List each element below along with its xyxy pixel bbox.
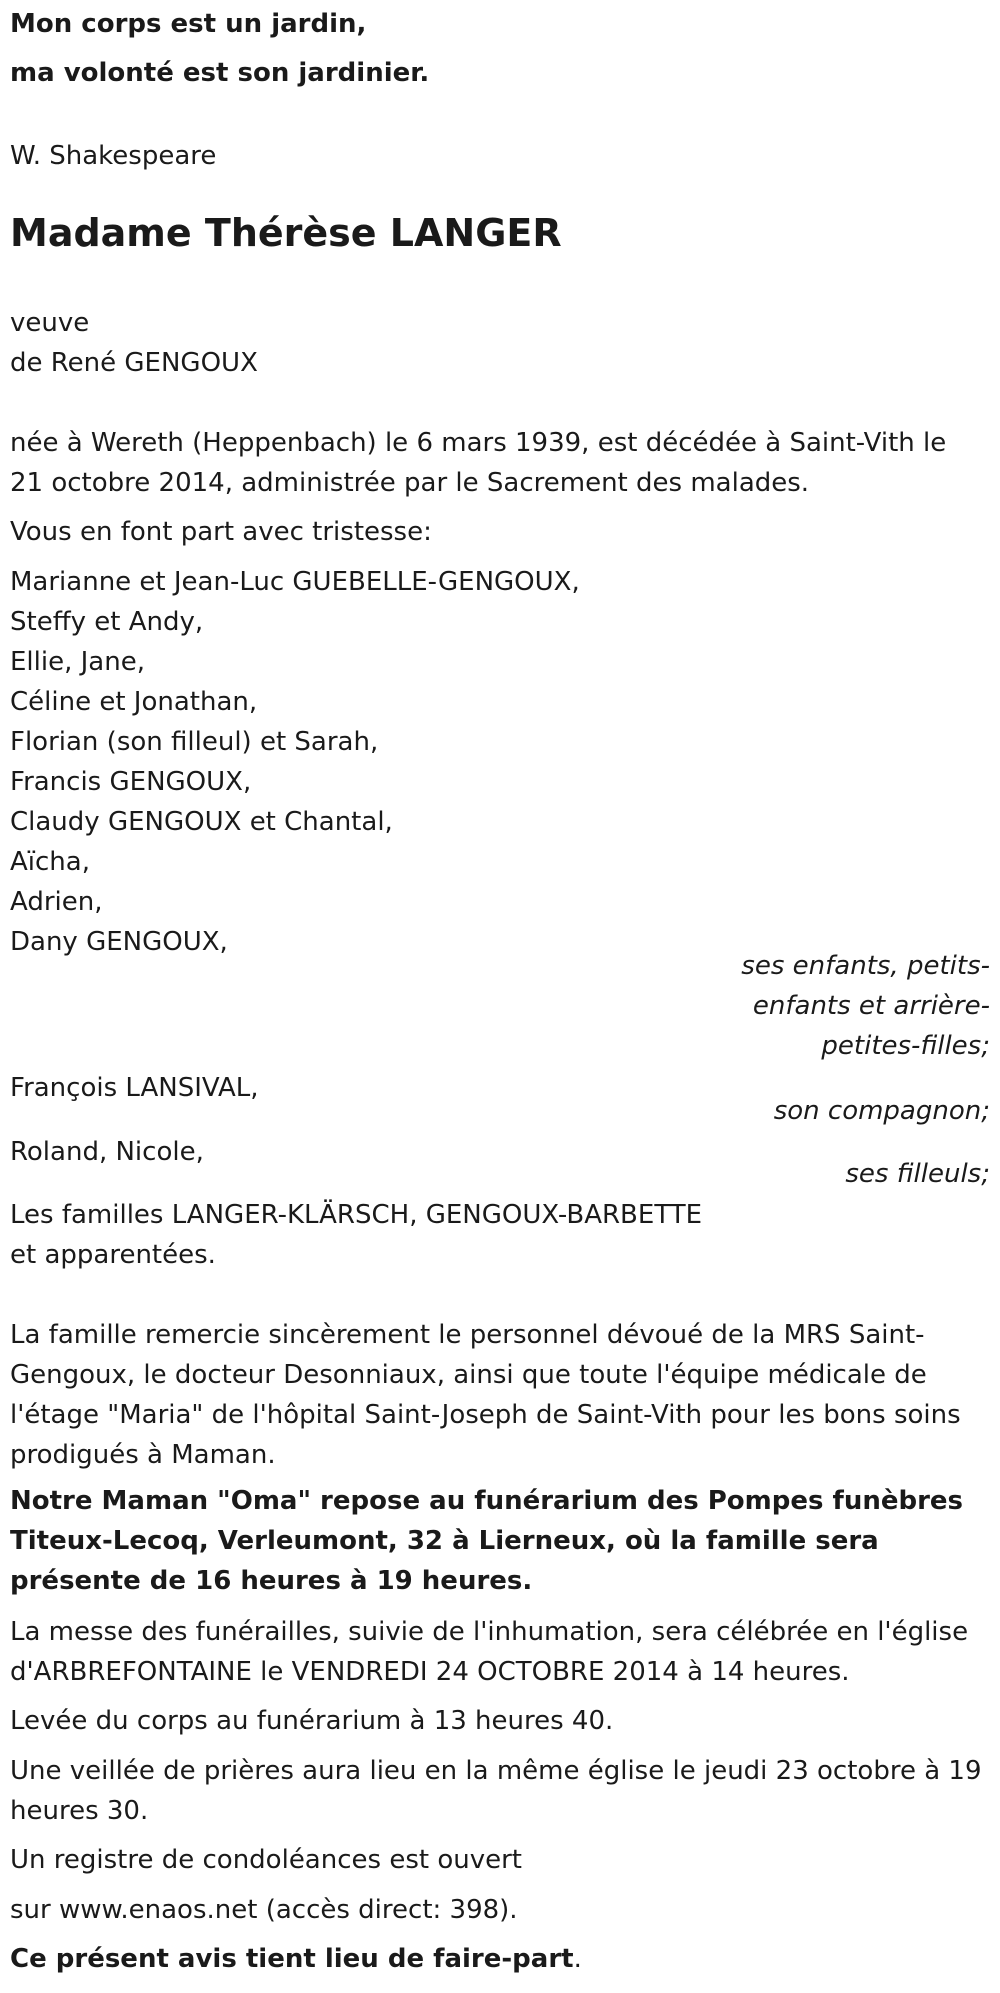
levee-text: Levée du corps au funérarium à 13 heures 40.: [10, 1706, 614, 1736]
list-item: Dany GENGOUX,: [10, 927, 228, 957]
list-item: Céline et Jonathan,: [10, 687, 258, 717]
quote-line-1: Mon corps est un jardin,: [10, 9, 367, 39]
family-relation-line-1: ses enfants, petits-: [741, 951, 990, 981]
register-line-2: sur www.enaos.net (accès direct: 398).: [10, 1895, 518, 1925]
families-line-1: Les familles LANGER-KLÄRSCH, GENGOUX-BARBETTE: [10, 1200, 703, 1230]
list-item: Marianne et Jean-Luc GUEBELLE-GENGOUX,: [10, 567, 580, 597]
list-item: Claudy GENGOUX et Chantal,: [10, 807, 393, 837]
godchildren-relation: ses filleuls;: [845, 1159, 990, 1189]
quote-line-2: ma volonté est son jardinier.: [10, 58, 430, 88]
birth-death-paragraph: née à Wereth (Heppenbach) le 6 mars 1939, est décédée à Saint-Vith le 21 octobre 2014, administrée par le Sacrement des malades.: [10, 428, 947, 498]
list-item: Aïcha,: [10, 847, 90, 877]
mass-paragraph: La messe des funérailles, suivie de l'inhumation, sera célébrée en l'église d'ARBREFONTAINE le VENDREDI 24 OCTOBRE 2014 à 14 heures.: [10, 1617, 969, 1687]
families-line-2: et apparentées.: [10, 1240, 216, 1270]
list-item: Francis GENGOUX,: [10, 767, 252, 797]
announce-intro: Vous en font part avec tristesse:: [10, 517, 432, 547]
widow-line-1: veuve: [10, 308, 90, 338]
closing-bold: Ce présent avis tient lieu de faire-part: [10, 1944, 574, 1974]
closing-line: [10, 1939, 582, 1979]
vigil-paragraph: Une veillée de prières aura lieu en la même église le jeudi 23 octobre à 19 heures 30.: [10, 1756, 982, 1826]
family-relation: [741, 946, 990, 1066]
closing-period: .: [573, 1944, 582, 1974]
godchildren-names: Roland, Nicole,: [10, 1137, 204, 1167]
list-item: Ellie, Jane,: [10, 647, 145, 677]
register-line-1: Un registre de condoléances est ouvert: [10, 1845, 522, 1875]
companion-relation: son compagnon;: [773, 1096, 990, 1126]
family-list: [10, 562, 580, 962]
list-item: Steffy et Andy,: [10, 607, 204, 637]
family-relation-line-2: enfants et arrière-: [752, 991, 990, 1021]
list-item: Florian (son filleul) et Sarah,: [10, 727, 379, 757]
family-relation-line-3: petites-filles;: [821, 1031, 990, 1061]
widow-line-2: de René GENGOUX: [10, 348, 258, 378]
list-item: Adrien,: [10, 887, 103, 917]
thanks-paragraph: La famille remercie sincèrement le personnel dévoué de la MRS Saint-Gengoux, le docteur Desonniaux, ainsi que toute l'équipe médicale de l'étage "Maria" de l'hôpital Saint-Joseph de Saint-Vith pour les bons soins prodigués à Maman.: [10, 1320, 961, 1470]
page-title: Madame Thérèse LANGER: [10, 211, 562, 255]
funerarium-paragraph: Notre Maman "Oma" repose au funérarium des Pompes funèbres Titeux-Lecoq, Verleumont, 32 à Lierneux, où la famille sera présente de 16 heures à 19 heures.: [10, 1486, 964, 1596]
quote-author: W. Shakespeare: [10, 141, 217, 171]
companion-name: François LANSIVAL,: [10, 1073, 259, 1103]
